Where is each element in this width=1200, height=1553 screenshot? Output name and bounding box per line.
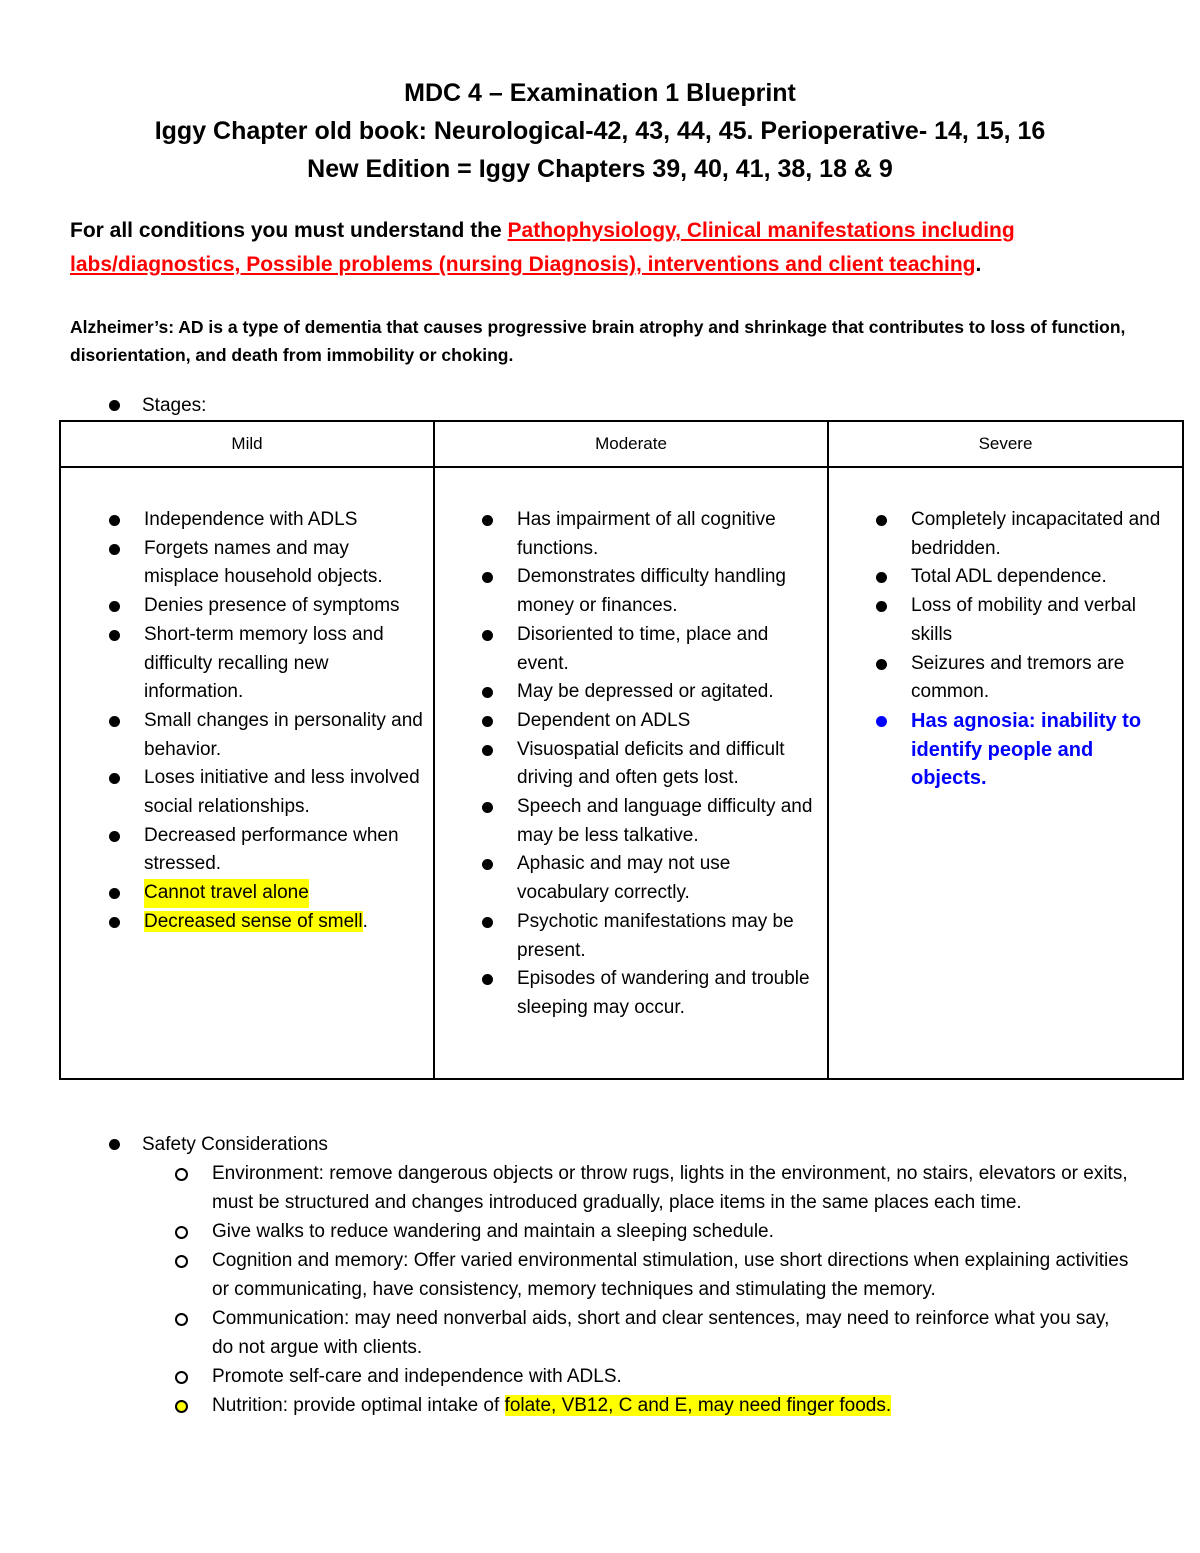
header-moderate: Moderate: [434, 421, 828, 467]
list-item: Total ADL dependence.: [876, 563, 1174, 592]
list-item: Seizures and tremors are common.: [876, 650, 1174, 707]
circle-bullet-icon: [175, 1226, 188, 1239]
bullet-icon: [109, 544, 120, 555]
bullet-icon: [876, 515, 887, 526]
bullet-icon: [482, 630, 493, 641]
list-item: Decreased performance when stressed.: [109, 822, 425, 879]
bullet-icon: [109, 630, 120, 641]
list-item: Cognition and memory: Offer varied environmental stimulation, use short directions when explaining activities or communicating, have consistency, memory techniques and stimulating the memory.: [175, 1246, 1135, 1304]
header-severe: Severe: [828, 421, 1183, 467]
alzheimers-definition: Alzheimer’s: AD is a type of dementia that causes progressive brain atrophy and shrinkage that contributes to loss of function, disorientation, and death from immobility or choking.: [70, 317, 1126, 365]
intro-suffix: .: [975, 253, 982, 276]
list-item: Visuospatial deficits and difficult driving and often gets lost.: [482, 736, 819, 793]
bullet-icon: [482, 716, 493, 727]
safety-list-wrap: [175, 1159, 1135, 1420]
document-header: [0, 74, 1200, 188]
bullet-icon: [876, 601, 887, 612]
list-item: Communication: may need nonverbal aids, short and clear sentences, may need to reinforce what you say, do not argue with clients.: [175, 1304, 1135, 1362]
list-item: Environment: remove dangerous objects or throw rugs, lights in the environment, no stairs, elevators or exits, must be structured and changes introduced gradually, place items in the same places each time.: [175, 1159, 1135, 1217]
bullet-icon: [482, 572, 493, 583]
mild-list-wrap: [61, 468, 433, 937]
circle-bullet-icon: [175, 1313, 188, 1326]
list-item: Promote self-care and independence with ADLS.: [175, 1362, 1135, 1391]
stages-table: [59, 420, 1184, 1080]
list-item: Psychotic manifestations may be present.: [482, 908, 819, 965]
stages-label: Stages:: [142, 395, 207, 416]
bullet-icon: [109, 1139, 120, 1150]
list-item-highlighted: Cannot travel alone: [109, 879, 425, 908]
safety-list: [175, 1159, 1135, 1420]
list-item: Give walks to reduce wandering and maintain a sleeping schedule.: [175, 1217, 1135, 1246]
moderate-list: [482, 506, 819, 1023]
safety-bullet: [109, 1130, 328, 1159]
bullet-icon: [109, 716, 120, 727]
list-item-agnosia: Has agnosia: inability to identify people and objects.: [876, 707, 1174, 793]
list-item: Episodes of wandering and trouble sleeping may occur.: [482, 965, 819, 1022]
bullet-icon: [482, 974, 493, 985]
bullet-icon: [876, 716, 887, 727]
list-item: Demonstrates difficulty handling money or finances.: [482, 563, 819, 620]
list-item-highlighted: Decreased sense of smell.: [109, 908, 425, 937]
list-item: Disoriented to time, place and event.: [482, 621, 819, 678]
bullet-icon: [109, 831, 120, 842]
list-item: Independence with ADLS: [109, 506, 425, 535]
bullet-icon: [876, 572, 887, 583]
safety-label: Safety Considerations: [142, 1134, 328, 1155]
list-item: Has impairment of all cognitive functions.: [482, 506, 819, 563]
stages-body-row: [60, 467, 1183, 1079]
list-item: Loss of mobility and verbal skills: [876, 592, 1174, 649]
stages-header-row: [60, 421, 1183, 467]
bullet-icon: [109, 888, 120, 899]
bullet-icon: [109, 515, 120, 526]
intro-prefix: For all conditions you must understand the: [70, 219, 508, 242]
intro-red-topics: Pathophysiology, Clinical manifestations including labs/diagnostics, Possible problems (nursing Diagnosis), interventions and client teaching: [70, 219, 1015, 276]
mild-list: [109, 506, 425, 937]
circle-bullet-icon: [175, 1255, 188, 1268]
list-item: Completely incapacitated and bedridden.: [876, 506, 1174, 563]
circle-bullet-icon: [175, 1168, 188, 1181]
moderate-list-wrap: [435, 468, 827, 1023]
list-item-nutrition: Nutrition: provide optimal intake of folate, VB12, C and E, may need finger foods.: [175, 1391, 1135, 1420]
severe-cell: [828, 467, 1183, 1079]
stages-bullet: [109, 391, 206, 420]
moderate-cell: [434, 467, 828, 1079]
circle-bullet-icon: [175, 1371, 188, 1384]
bullet-icon: [482, 515, 493, 526]
intro-paragraph: [70, 214, 1140, 282]
list-item: Loses initiative and less involved social relationships.: [109, 764, 425, 821]
bullet-icon: [482, 687, 493, 698]
list-item: Dependent on ADLS: [482, 707, 819, 736]
list-item: Small changes in personality and behavior.: [109, 707, 425, 764]
bullet-icon: [109, 917, 120, 928]
bullet-icon: [482, 745, 493, 756]
chapter-old-book: Iggy Chapter old book: Neurological-42, 43, 44, 45. Perioperative- 14, 15, 16: [154, 117, 1046, 145]
bullet-icon: [482, 917, 493, 928]
list-item: Short-term memory loss and difficulty recalling new information.: [109, 621, 425, 707]
bullet-icon: [482, 802, 493, 813]
bullet-icon: [876, 659, 887, 670]
mild-cell: [60, 467, 434, 1079]
severe-list: [876, 506, 1174, 793]
severe-list-wrap: [829, 468, 1182, 793]
bullet-icon: [109, 601, 120, 612]
list-item: Speech and language difficulty and may be less talkative.: [482, 793, 819, 850]
page-title: MDC 4 – Examination 1 Blueprint: [404, 79, 796, 107]
chapter-new-edition: New Edition = Iggy Chapters 39, 40, 41, 38, 18 & 9: [307, 155, 893, 183]
list-item: May be depressed or agitated.: [482, 678, 819, 707]
bullet-icon: [109, 400, 120, 411]
list-item: Forgets names and may misplace household objects.: [109, 535, 425, 592]
header-mild: Mild: [60, 421, 434, 467]
circle-bullet-icon: [175, 1400, 188, 1413]
list-item: Aphasic and may not use vocabulary correctly.: [482, 850, 819, 907]
bullet-icon: [482, 859, 493, 870]
bullet-icon: [109, 773, 120, 784]
list-item: Denies presence of symptoms: [109, 592, 425, 621]
